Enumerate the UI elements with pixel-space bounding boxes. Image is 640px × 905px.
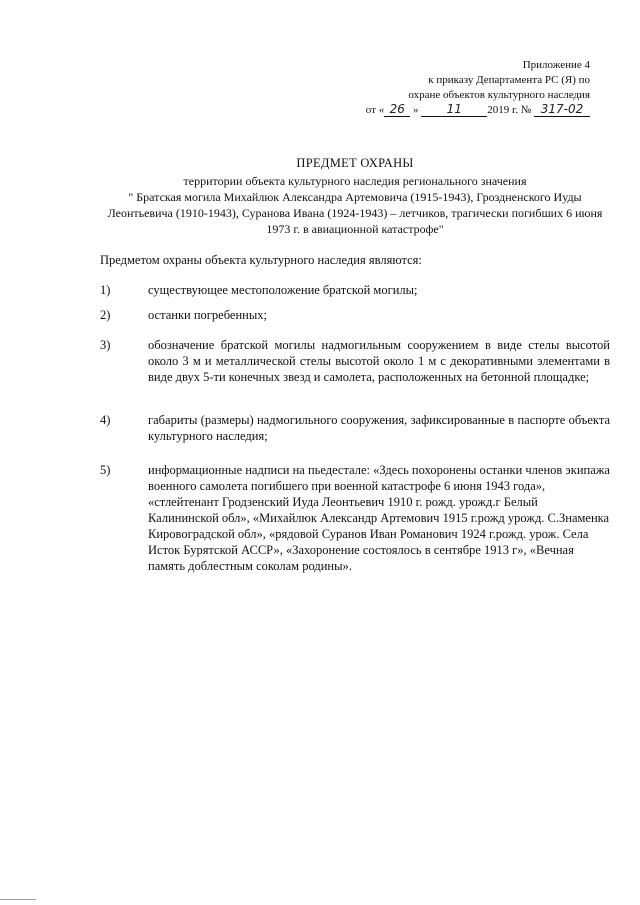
appendix-header (330, 58, 590, 118)
list-item (100, 412, 610, 444)
appendix-line-2: к приказу Департамента РС (Я) по (428, 74, 590, 86)
item-text: обозначение братской могилы надмогильным сооружением в виде стелы высотой около 3 м и металлической стелы высотой около 1 м с декоративными элементами в виде двух 5-ти конечных звезд и самолета, расположенных на бетонной площадке; (148, 338, 610, 384)
title-subline-4: 1973 г. в авиационной катастрофе" (266, 222, 444, 236)
appendix-line-3: охране объектов культурного наследия (408, 89, 590, 101)
appendix-line-1: Приложение 4 (522, 59, 590, 71)
item-text: информационные надписи на пьедестале: «Здесь похоронены останки членов экипажа военного самолета погибшего при военной катастрофе 6 июня 1943 года», «стлейтенант Гродзенский Иуда Леонтьевич 1910 г. рожд. урожд.г Белый Калининской обл», «Михайлюк Александр Артемович 1915 г.рожд урожд. С.Знаменка Кировоградской обл», «рядовой Суранов Иван Романович 1924 г.рожд. урож. Села Исток Бурятской АССР», «Захоронение состоялось в сентябре 1913 г», «Вечная память доблестным соколам родины». (148, 463, 610, 573)
handwritten-order-number: 317-02 (540, 102, 584, 116)
item-number: 1) (100, 283, 111, 297)
page-edge-mark (0, 899, 36, 900)
order-date-line (330, 103, 590, 118)
item-text: останки погребенных; (148, 308, 267, 322)
item-number: 5) (100, 463, 111, 477)
document-title-block (100, 155, 610, 237)
item-text: габариты (размеры) надмогильного сооружения, зафиксированные в паспорте объекта культурного наследия; (148, 413, 610, 443)
list-item (100, 307, 610, 323)
date-quote: » (412, 104, 419, 116)
list-item (100, 337, 610, 385)
title-subline-3: Леонтьевича (1910-1943), Суранова Ивана (1924-1943) – летчиков, трагически погибших 6 июня (107, 206, 603, 220)
item-number: 4) (100, 413, 111, 427)
item-number: 3) (100, 338, 111, 352)
date-prefix: от « (365, 104, 385, 116)
title-subline-2: " Братская могила Михайлюк Александра Артемовича (1915-1943), Гроздненского Иуды (128, 190, 582, 204)
document-title: ПРЕДМЕТ ОХРАНЫ (296, 156, 414, 170)
item-text: существующее местоположение братской могилы; (148, 283, 418, 297)
list-item (100, 462, 610, 574)
item-number: 2) (100, 308, 111, 322)
title-subline-1: территории объекта культурного наследия регионального значения (183, 174, 527, 188)
year-and-number-label: 2019 г. № (487, 104, 532, 116)
intro-paragraph: Предметом охраны объекта культурного наследия являются: (100, 253, 422, 267)
list-item (100, 282, 610, 298)
handwritten-month: 11 (446, 102, 462, 116)
handwritten-day: 26 (389, 102, 405, 116)
